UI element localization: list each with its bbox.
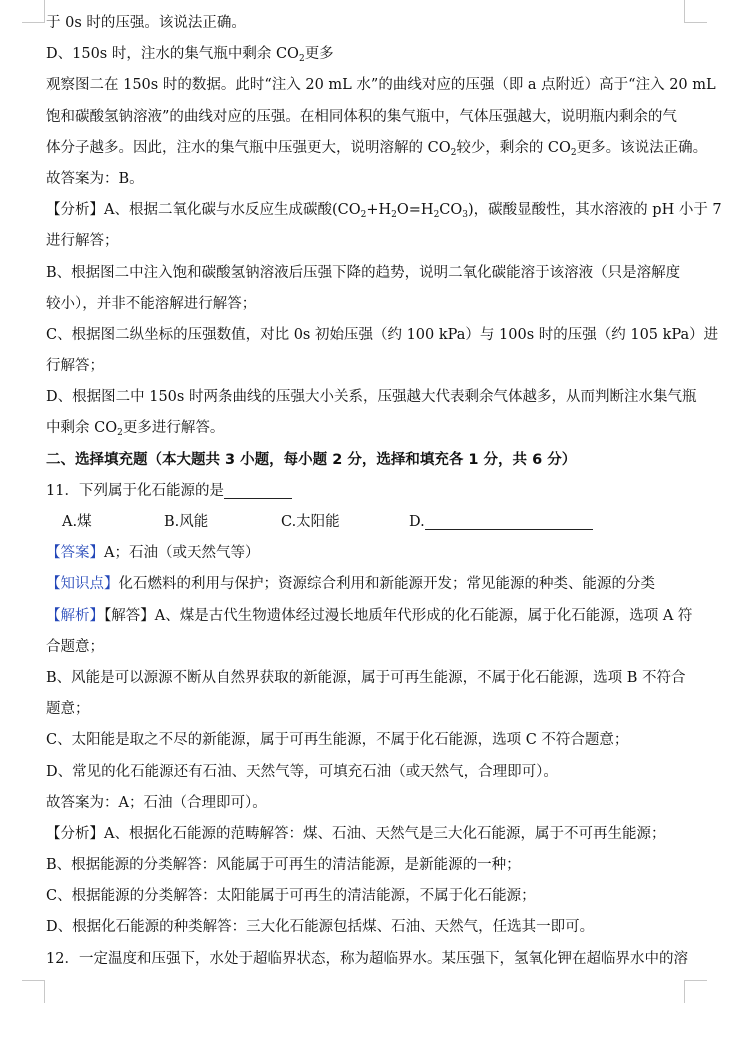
question-12: 12．一定温度和压强下，水处于超临界状态，称为超临界水。某压强下，氢氧化钾在超临界水中的溶 [46,950,688,967]
question-11: 11．下列属于化石能源的是 [46,476,688,507]
text-line: 饱和碳酸氢钠溶液”的曲线对应的压强。在相同体积的集气瓶中，气体压强越大，说明瓶内剩余的气 [46,108,677,125]
answer: 【答案】A；石油（或天然气等） [46,545,260,562]
text-line: 合题意； [46,638,104,655]
answer-tag: 【答案】 [46,545,104,562]
explanation-tag: 【解析】 [46,607,104,624]
text-line: 体分子越多。因此，注水的集气瓶中压强更大，说明溶解的 $CO_2$较少，剩余的 $CO_2$更多。该说法正确。 [46,139,708,158]
text-line: D、常见的化石能源还有石油、天然气等，可填充石油（或天然气，合理即可）。 [46,763,558,780]
text-line: B、根据图二中注入饱和碳酸氢钠溶液后压强下降的趋势，说明二氧化碳能溶于该溶液（只是溶解度 [46,264,681,281]
document-page [46,8,722,975]
text-line: 故答案为：A；石油（合理即可）。 [46,794,267,811]
analysis-line: 【分析】A、根据化石能源的范畴解答：煤、石油、天然气是三大化石能源，属于不可再生能源； [46,825,666,842]
text-line: B、根据能源的分类解答：风能属于可再生的清洁能源，是新能源的一种； [46,857,521,874]
text-line: D、根据图二中 150s 时两条曲线的压强大小关系，压强越大代表剩余气体越多，从而判断注水集气瓶 [46,389,697,406]
text-line: C、太阳能是取之不尽的新能源，属于可再生能源，不属于化石能源，选项 C 不符合题意； [46,732,629,749]
option-a: A.煤 [62,514,92,530]
explanation: 【解析】【解答】A、煤是古代生物遗体经过漫长地质年代形成的化石能源，属于化石能源，选项 A 符 [46,607,693,624]
option-d: D. [409,507,593,538]
question-11-options [46,507,688,538]
text-line: 于 0s 时的压强。该说法正确。 [46,15,246,31]
crop-mark-top-left [22,0,45,23]
text-line: 进行解答； [46,233,119,250]
option-c: C.太阳能 [281,514,340,530]
analysis-line: 【分析】A、根据二氧化碳与水反应生成碳酸$(CO_2+H_2O=H_2CO_3)$，碳酸显酸性，其水溶液的 pH 小于 7 [46,202,722,221]
text-line: C、根据能源的分类解答：太阳能属于可再生的清洁能源，不属于化石能源； [46,888,536,905]
crop-mark-bottom-right [684,980,707,1003]
answer-blank [224,480,292,499]
text-line: 行解答； [46,358,104,375]
section-heading: 二、选择填充题（本大题共 3 小题，每小题 2 分，选择和填充各 1 分，共 6 分） [46,451,577,468]
text-line: 观察图二在 150s 时的数据。此时“注入 20 mL 水”的曲线对应的压强（即 a 点附近）高于“注入 20 mL [46,77,716,94]
knowledge-point: 【知识点】化石燃料的利用与保护；资源综合利用和新能源开发；常见能源的种类、能源的分类 [46,576,655,593]
text-line: D、根据化石能源的种类解答：三大化石能源包括煤、石油、天然气，任选其一即可。 [46,919,595,936]
text-line: 较小），并非不能溶解进行解答； [46,295,257,312]
crop-mark-bottom-left [22,980,45,1003]
option-b: B.风能 [164,514,209,530]
answer-line: 故答案为：B。 [46,170,144,187]
option-d-statement: D、150s 时，注水的集气瓶中剩余 $CO_2$更多 [46,46,334,65]
text-line: C、根据图二纵坐标的压强数值，对比 0s 初始压强（约 100 kPa）与 100s 时的压强（约 105 kPa）进 [46,326,719,343]
text-line: 中剩余 $CO_2$更多进行解答。 [46,420,225,439]
knowledge-point-tag: 【知识点】 [46,576,119,593]
option-d-blank [425,511,593,530]
text-line: 题意； [46,701,90,718]
text-line: B、风能是可以源源不断从自然界获取的新能源，属于可再生能源，不属于化石能源，选项 B 不符合 [46,669,686,686]
